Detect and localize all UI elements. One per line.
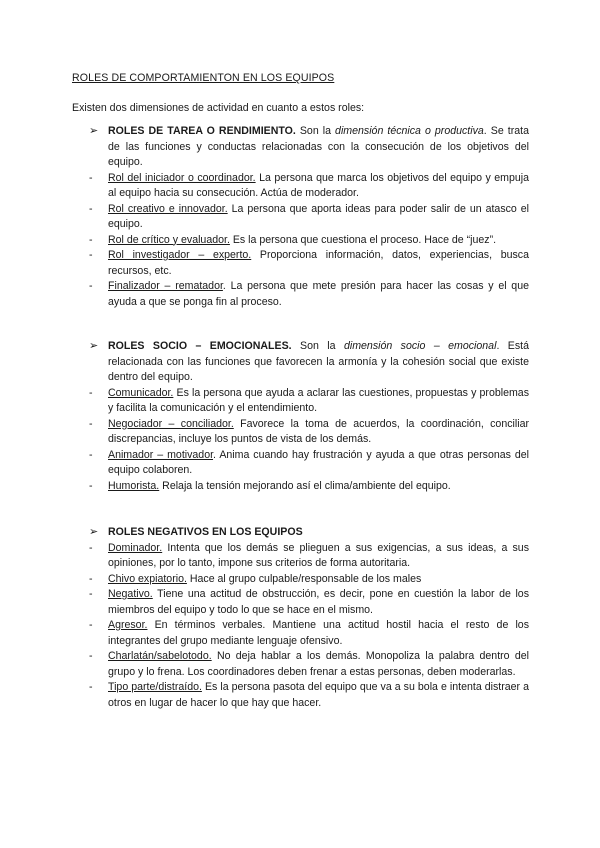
dash-bullet: - xyxy=(89,541,93,554)
role-name: Rol de crítico y evaluador. xyxy=(108,233,230,246)
role-name: Animador – motivador xyxy=(108,448,214,461)
role-description: Proporciona información, datos, experiencias, busca recursos, etc. xyxy=(108,249,529,277)
document-title: ROLES DE COMPORTAMIENTON EN LOS EQUIPOS xyxy=(72,72,335,84)
role-description: No deja hablar a los demás. Monopoliza la palabra dentro del grupo y lo frena. Los coordinadores deben frenar a estas personas, deben moderarlas. xyxy=(108,650,529,678)
section-heading: ➢ ROLES DE TAREA O RENDIMIENTO. Son la dimensión técnica o productiva. Se trata de las funciones y conductas relacionadas con la consecución de los objetivos del equipo. xyxy=(89,125,529,168)
role-description: Favorece la toma de acuerdos, la coordinación, conciliar discrepancias, incluye los puntos de vista de los demás. xyxy=(108,417,529,445)
role-description: Es la persona que cuestiona el proceso. Hace de “juez”. xyxy=(229,233,497,246)
role-name: Dominador. xyxy=(108,541,163,554)
list-item xyxy=(89,417,529,448)
arrow-bullet-icon: ➢ xyxy=(89,526,99,538)
role-name: Rol creativo e innovador. xyxy=(108,202,228,215)
dash-bullet: - xyxy=(89,681,93,693)
section-socio-emocional xyxy=(89,339,529,494)
intro-paragraph: Existen dos dimensiones de actividad en cuanto a estos roles: xyxy=(72,102,365,114)
role-name: Rol investigador – experto. xyxy=(108,249,252,261)
section-title: ROLES DE TAREA O RENDIMIENTO. xyxy=(108,125,296,137)
list-item xyxy=(89,448,529,479)
list-item xyxy=(89,587,529,618)
role-name: Rol del iniciador o coordinador. xyxy=(108,171,256,184)
role-name: Chivo expiatorio. xyxy=(108,572,187,585)
list-item xyxy=(89,233,529,249)
list-item xyxy=(89,618,529,649)
list-item xyxy=(89,649,529,680)
dash-bullet: - xyxy=(89,233,93,246)
role-description: En términos verbales. Mantiene una actitud hostil hacia el resto de los integrantes del grupo mediante lenguaje ofensivo. xyxy=(108,619,529,647)
role-name: Agresor. xyxy=(108,619,148,631)
list-item xyxy=(89,248,529,279)
dash-bullet: - xyxy=(89,479,93,492)
role-description: Es la persona pasota del equipo que va a su bola e intenta distraer a otros en lugar de hacer lo que hay que hacer. xyxy=(108,681,529,709)
list-item xyxy=(89,279,529,310)
list-item xyxy=(89,479,529,495)
section-title: ROLES SOCIO – EMOCIONALES. xyxy=(108,340,292,352)
section-emphasis: dimensión técnica o productiva xyxy=(335,125,484,137)
role-description: Relaja la tensión mejorando así el clima/ambiente del equipo. xyxy=(159,479,451,492)
section-tarea xyxy=(89,124,529,310)
list-item xyxy=(89,386,529,417)
role-description: Es la persona que ayuda a aclarar las cuestiones, propuestas y problemas y facilita la comunicación y el entendimiento. xyxy=(108,386,529,414)
dash-bullet: - xyxy=(89,249,93,261)
section-title: ROLES NEGATIVOS EN LOS EQUIPOS xyxy=(108,526,303,538)
section-emphasis: dimensión socio – emocional xyxy=(343,340,497,352)
dash-bullet: - xyxy=(89,417,93,430)
arrow-bullet-icon: ➢ xyxy=(89,125,99,137)
role-description: . Anima cuando hay frustración y ayuda a que otras personas del equipo colaboren. xyxy=(108,448,529,476)
role-name: Charlatán/sabelotodo. xyxy=(108,650,212,662)
role-name: Negociador – conciliador. xyxy=(108,417,234,430)
section-heading xyxy=(89,525,529,541)
dash-bullet: - xyxy=(89,280,93,292)
role-name: Negativo. xyxy=(108,588,153,600)
role-description: Intenta que los demás se plieguen a sus exigencias, a sus ideas, a sus opiniones, por lo tanto, impone sus criterios de forma autoritaria. xyxy=(108,541,529,569)
dash-bullet: - xyxy=(89,650,93,662)
dash-bullet: - xyxy=(89,572,93,585)
list-item xyxy=(89,572,529,588)
dash-bullet: - xyxy=(89,588,93,600)
role-description: . La persona que mete presión para hacer las cosas y el que ayuda a que se ponga fin al proceso. xyxy=(108,280,529,308)
dash-bullet: - xyxy=(89,448,93,461)
dash-bullet: - xyxy=(89,171,93,184)
list-item xyxy=(89,202,529,233)
dash-bullet: - xyxy=(89,202,93,215)
list-item xyxy=(89,680,529,711)
role-name: Comunicador. xyxy=(108,386,174,399)
role-description: Hace al grupo culpable/responsable de los males xyxy=(186,572,422,585)
list-item xyxy=(89,541,529,572)
role-name: Tipo parte/distraído. xyxy=(108,681,202,693)
role-description: La persona que aporta ideas para poder salir de un atasco el equipo. xyxy=(108,202,530,230)
arrow-bullet-icon: ➢ xyxy=(89,340,99,352)
section-heading: ➢ ROLES SOCIO – EMOCIONALES. Son la dimensión socio – emocional. Está relacionada con las funciones que favorecen la armonía y la cohesión social que existe dentro del equipo. xyxy=(89,340,529,383)
dash-bullet: - xyxy=(89,619,93,631)
dash-bullet: - xyxy=(89,386,93,399)
role-description: Tiene una actitud de obstrucción, es decir, pone en cuestión la labor de los miembros del equipo y todo lo que se hace en el mismo. xyxy=(108,588,529,616)
role-name: Finalizador – rematador xyxy=(108,280,223,292)
role-name: Humorista. xyxy=(108,479,160,492)
role-description: La persona que marca los objetivos del equipo y empuja al equipo hacia su consecución. Actúa de moderador. xyxy=(108,171,529,199)
section-negativos xyxy=(89,525,529,711)
list-item xyxy=(89,171,529,202)
